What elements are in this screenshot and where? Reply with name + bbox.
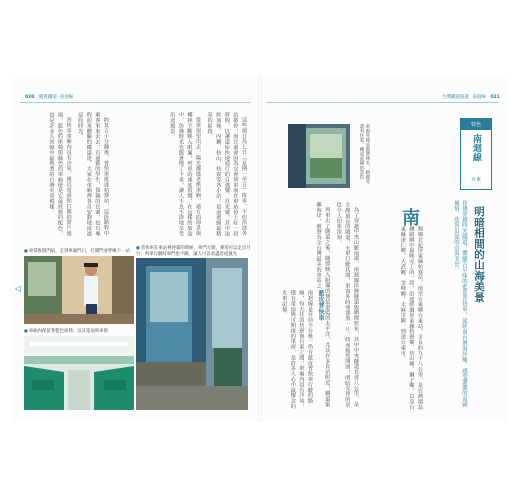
right-page — [262, 76, 508, 422]
badge-top-label: 特色 — [461, 119, 491, 130]
left-page-number: 020 — [25, 95, 35, 100]
left-header-rule — [20, 102, 250, 103]
caption-top-left: ●車掌推開門扇，走到車廂門口，打開門並呼喚下一站 — [24, 249, 130, 254]
left-paragraph: 這些週日為七日（星期一至日）班車，不但沿途各站都停，而且還會因為交會列車而在車站停上好一段時間，以讓道給快速通行的自強號、莒光號，其中途經加祿、內獅、枋山、枋寮等各小站，是南迴線最精采的區段。 — [206, 112, 247, 237]
left-page — [12, 76, 258, 422]
left-paragraph: 普快車車廂內沒有冷氣，僅以電扇和打開的窗戶通風，藍色的座椅與綠色的車廂壁是它最經典的配色，也是許多人回憶中最熟悉的台灣火車模樣。 — [48, 112, 72, 237]
left-header-subsection: ‧南迴線 — [58, 95, 74, 100]
photo-conductor-image — [24, 256, 134, 324]
drop-cap: 南 — [402, 208, 420, 229]
left-page-header — [22, 94, 73, 100]
photo-seats-interior — [24, 336, 134, 410]
badge-main-label: 南迴線 — [471, 134, 481, 162]
caption-bottom-left: ●車廂內保留著藍色座椅，以及電扇與車窗 — [24, 329, 108, 334]
left-nav-arrow-icon: ◁ — [15, 284, 22, 293]
photo-open-door-image — [136, 258, 248, 410]
photo-open-door — [136, 258, 248, 410]
right-header-section: 台灣鐵道旅遊 — [442, 95, 469, 100]
left-header-section: 縱貫鐵道 — [38, 95, 57, 100]
right-page-number: 021 — [490, 95, 500, 100]
right-header-subsection: 南迴線 — [472, 95, 486, 100]
left-paragraph: 約莫五十分鐘後，普快車抵達枋寮站，這段路程中乘客來來去去，有通勤的學生、探親的長輩，也有專程前來體驗的鐵道迷，大家在車廂裡各自安靜地度過這段時光。 — [77, 112, 109, 237]
left-body-text — [112, 112, 248, 240]
photo-train-window-image — [288, 124, 350, 188]
left-body-text-2 — [22, 112, 110, 240]
photo-caption-right: 車窗外便是熱帶林木，路線旁還有住家，構成南國的景色 — [359, 124, 370, 184]
right-page-header — [442, 94, 503, 100]
route-badge — [460, 118, 492, 190]
photo-train-window — [288, 124, 350, 188]
side-heading: 藍皮普快車 — [317, 290, 324, 321]
photo-seats-interior-image — [24, 336, 134, 410]
right-header-rule — [266, 102, 498, 103]
left-paragraph: 從車窗望出去，陽光灑進老舊車廂，遠方的海景與椰林不斷映入眼簾，列車的速度很慢，在這樣的旅途中，彷彿時光也跟著慢了下來，讓人不急不徐地享受沿途風景。 — [169, 112, 202, 237]
article-intro: 迴線北起屏東縣枋寮站，南至台東縣台東站，全長約九十八公里，是台灣環島鐵路網中最晚完工的一段，沿途經過屏東縣枋寮鄉、枋山鄉、獅子鄉，以及台東縣達仁鄉、大武鄉、金峰鄉、太麻里鄉，到達台東市。 — [399, 226, 423, 410]
book-spread — [12, 76, 508, 422]
side-text: 南迴線是目前全台唯一仍有藍皮普快車行駛的路線，每天往返枋寮與台東之間，車廂內沒有冷氣，僅有電扇與可開啟的車窗，是許多人心中最懷念的火車記憶。 — [281, 290, 313, 409]
body-paragraph: 列車出了隧道之後，隨即映入眼簾的便是湛藍的太平洋，尤其在多良站附近，鐵道緊鄰海岸，被譽為全台灣最美的車站之一。 — [315, 202, 331, 407]
article-title: 明暗相間的山海美景 — [473, 206, 485, 303]
body-paragraph: 為了穿越中央山脈南端，南迴線沿線隧道與橋樑密布，其中中央隧道長達八公里，是全線最長的隧道，火車行駛其間，車窗外時而漆黑一片，時而豁然開朗，明暗交替的景色令人印象深刻。 — [335, 202, 359, 408]
caption-top-right: ●普快車在車站裡停靠的時候，車門大開，乘客可以走出月台；列車行駛時車門也不關，讓人可以看盡沿途風光 — [136, 246, 254, 257]
article-subtitle: 彷彿穿越時光隧道，體驗古早味的藍皮普快車。途經南台灣海岸線，感受濃濃的南國風情，欣賞沿途的山海美景。 — [453, 200, 467, 408]
photo-conductor — [24, 256, 134, 324]
badge-bottom-label: 台東 — [470, 177, 481, 183]
